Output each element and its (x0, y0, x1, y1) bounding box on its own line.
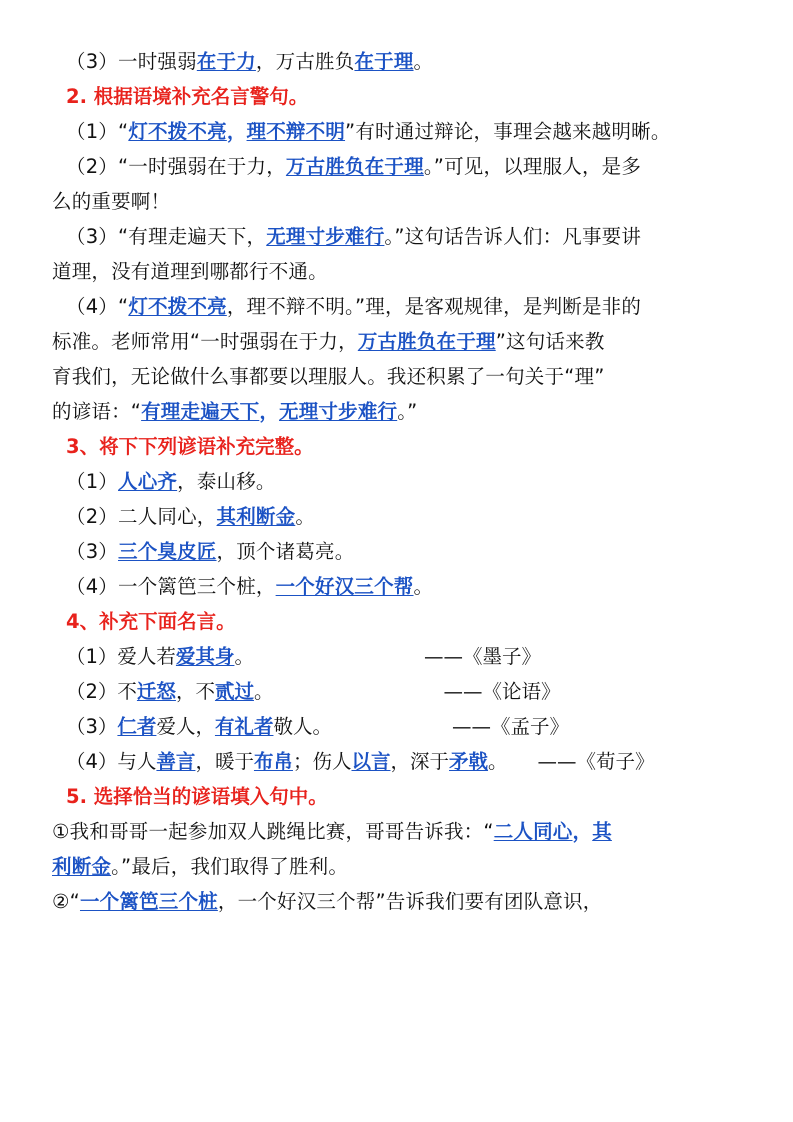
text-mid: ，暖于 (195, 750, 254, 773)
question-2-3-cont: 道理，没有道理到哪都行不通。 (52, 260, 328, 283)
text-separator: ， (572, 820, 593, 843)
text-mid: 爱人， (156, 715, 215, 738)
text-prefix: （3） (66, 540, 119, 563)
text-prefix: 标准。老师常用“一时强弱在于力， (52, 330, 358, 353)
text-mid-2: ；伤人 (292, 750, 352, 773)
text-tail: 。”可见，以理服人，是多 (423, 155, 642, 178)
answer-blank: 善言 (156, 750, 196, 773)
answer-blank: 贰过 (214, 680, 254, 703)
text-separator: ， (259, 400, 280, 423)
question-4-3 (52, 709, 741, 744)
question-2-2-cont: 么的重要啊！ (52, 190, 171, 213)
text-tail: 。 (234, 645, 254, 668)
answer-blank: 灯不拨不亮 (128, 295, 227, 318)
answer-blank: 利断金 (52, 855, 112, 878)
text-prefix: （2）二人同心， (66, 505, 217, 528)
answer-blank: 其利断金 (216, 505, 296, 528)
answer-blank: 灯不拨不亮 (128, 120, 227, 143)
section-heading-4: 4、补充下面名言。 (66, 610, 236, 633)
text-tail: 。”这句话告诉人们：凡事要讲 (384, 225, 642, 248)
source-citation: ——《荀子》 (537, 750, 655, 773)
question-2-4-cont-2: 育我们，无论做什么事都要以理服人。我还积累了一句关于“理” (52, 365, 605, 388)
answer-blank: 一个篱笆三个桩 (79, 890, 218, 913)
text-prefix: （1） (66, 470, 119, 493)
answer-blank: 矛戟 (449, 750, 489, 773)
question-4-4 (52, 744, 741, 779)
text-prefix: ①我和哥哥一起参加双人跳绳比赛，哥哥告诉我：“ (52, 820, 494, 843)
question-3-1 (52, 464, 741, 499)
text-tail: 敬人。 (273, 715, 332, 738)
text-suffix: 。 (413, 50, 434, 73)
question-5-2 (52, 884, 741, 919)
answer-blank: 三个臭皮匠 (118, 540, 217, 563)
text-prefix: （3）一时强弱 (66, 50, 197, 73)
line-item-1-3 (52, 44, 741, 79)
question-2-4-cont-1 (52, 324, 741, 359)
text-tail: 。 (253, 680, 274, 703)
source-citation: ——《墨子》 (423, 645, 541, 668)
question-4-1 (52, 639, 741, 674)
question-5-1-cont (52, 849, 741, 884)
text-tail: ”这句话来教 (495, 330, 605, 353)
answer-blank: 万古胜负在于理 (357, 330, 496, 353)
text-tail: 。”最后，我们取得了胜利。 (111, 855, 349, 878)
text-prefix: （1）爱人若 (66, 645, 176, 668)
text-tail: 。 (488, 750, 508, 773)
question-2-4-cont-3 (52, 394, 741, 429)
source-citation: ——《论语》 (443, 680, 561, 703)
text-tail: ”有时通过辩论，事理会越来越明晰。 (345, 120, 671, 143)
question-3-3 (52, 534, 741, 569)
answer-blank: 二人同心 (493, 820, 573, 843)
answer-blank: 其 (592, 820, 612, 843)
answer-blank: 在于理 (354, 50, 414, 73)
text-mid: ，不 (175, 680, 215, 703)
answer-blank: 理不辩不明 (246, 120, 346, 143)
answer-blank: 爱其身 (175, 645, 235, 668)
question-2-2 (52, 149, 741, 184)
text-tail: 。” (397, 400, 418, 423)
text-tail: ，泰山移。 (177, 470, 276, 493)
answer-blank: 万古胜负在于理 (285, 155, 424, 178)
text-prefix: （3）“有理走遍天下， (66, 225, 267, 248)
text-prefix: 的谚语：“ (52, 400, 142, 423)
question-3-2 (52, 499, 741, 534)
section-heading-5: 5. 选择恰当的谚语填入句中。 (66, 785, 328, 808)
text-prefix: （4）一个篱笆三个桩， (66, 575, 276, 598)
answer-blank: 无理寸步难行 (266, 225, 385, 248)
text-separator: ， (226, 120, 247, 143)
text-tail: 。 (413, 575, 434, 598)
answer-blank: 人心齐 (118, 470, 178, 493)
answer-blank: 仁者 (117, 715, 157, 738)
text-tail: ，一个好汉三个帮”告诉我们要有团队意识， (217, 890, 603, 913)
text-prefix: （4）与人 (66, 750, 157, 773)
answer-blank: 一个好汉三个帮 (275, 575, 414, 598)
question-5-1 (52, 814, 741, 849)
text-mid: ，理不辩不明。”理，是客观规律，是判断是非的 (226, 295, 642, 318)
section-heading-3: 3、将下下列谚语补充完整。 (66, 435, 314, 458)
question-2-3 (52, 219, 741, 254)
text-prefix: （3） (66, 715, 118, 738)
text-prefix: （1）“ (66, 120, 129, 143)
section-heading-2: 2. 根据语境补充名言警句。 (66, 85, 309, 108)
text-prefix: （4）“ (66, 295, 129, 318)
question-3-4 (52, 569, 741, 604)
text-mid: ，万古胜负 (255, 50, 355, 73)
answer-blank: 有礼者 (214, 715, 274, 738)
text-tail: 。 (295, 505, 316, 528)
question-2-4 (52, 289, 741, 324)
answer-blank: 在于力 (196, 50, 256, 73)
text-prefix: ②“ (52, 890, 80, 913)
answer-blank: 布帛 (253, 750, 293, 773)
text-mid-3: ，深于 (390, 750, 450, 773)
answer-blank: 有理走遍天下 (141, 400, 260, 423)
question-2-1 (52, 114, 741, 149)
answer-blank: 无理寸步难行 (279, 400, 398, 423)
answer-blank: 以言 (351, 750, 391, 773)
source-citation: ——《孟子》 (451, 715, 569, 738)
question-4-2 (52, 674, 741, 709)
text-prefix: （2）不 (66, 680, 137, 703)
text-tail: ，顶个诸葛亮。 (216, 540, 355, 563)
text-prefix: （2）“一时强弱在于力， (66, 155, 286, 178)
answer-blank: 迁怒 (136, 680, 176, 703)
